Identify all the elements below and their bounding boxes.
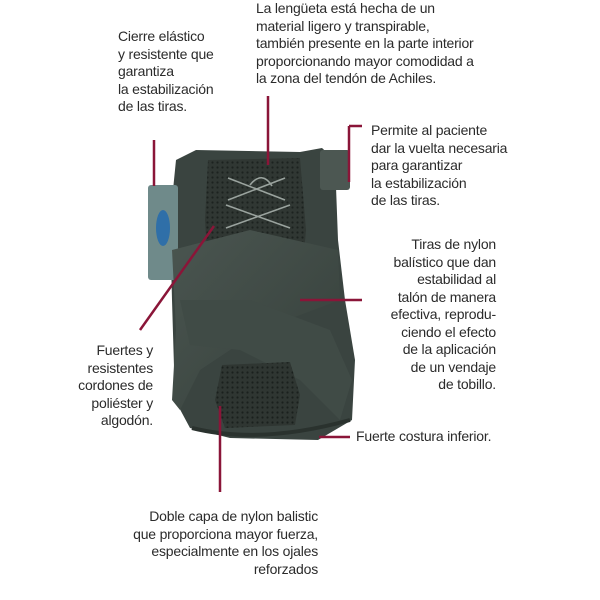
callout-line: de tobillo. — [438, 376, 496, 392]
callout-laces — [78, 342, 153, 430]
callout-line: Permite al paciente — [371, 122, 488, 138]
callout-line: talón de manera — [397, 288, 496, 305]
callout-line: La lengüeta está hecha de un — [256, 0, 435, 16]
callout-bottom-seam — [356, 428, 491, 446]
callout-line: la zona del tendón de Achiles. — [256, 70, 437, 86]
callout-line: que proporciona mayor fuerza, — [133, 525, 318, 542]
callout-line: proporcionando mayor comodidad a — [256, 52, 474, 69]
callout-double-layer — [133, 508, 318, 578]
leader-laces — [140, 226, 214, 330]
callout-line: algodón. — [100, 412, 153, 428]
callout-line: de un vendaje — [410, 358, 496, 375]
callout-line: Cierre elástico — [118, 28, 205, 44]
callout-line: garantiza — [118, 63, 174, 79]
callout-line: Fuerte costura inferior. — [356, 428, 492, 444]
callout-line: material ligero y transpirable, — [256, 17, 430, 34]
callout-patient-turn — [371, 122, 507, 210]
callout-line: dar la vuelta necesaria — [371, 139, 508, 156]
callout-line: especialmente en los ojales — [151, 543, 318, 559]
callout-line: resistentes — [87, 359, 153, 376]
callout-line: Fuertes y — [96, 342, 153, 358]
callout-line: de las tiras. — [371, 192, 440, 208]
callout-line: estabilidad al — [417, 271, 496, 287]
callout-line: cordones de — [78, 377, 153, 393]
callout-line: ciendo el efecto — [401, 323, 496, 340]
callout-line: la estabilización — [118, 80, 214, 97]
callout-line: poliéster y — [91, 394, 153, 411]
leader-patient-turn — [349, 126, 362, 182]
callout-line: efectiva, reprodu- — [390, 306, 496, 322]
callout-line: de las tiras. — [118, 98, 187, 114]
callout-tongue — [256, 0, 474, 88]
callout-line: Tiras de nylon — [411, 236, 496, 252]
callout-line: para garantizar — [371, 157, 463, 173]
callout-line: y resistente que — [118, 45, 214, 62]
callout-line: balístico que dan — [393, 253, 496, 270]
callout-line: Doble capa de nylon balistic — [149, 508, 318, 524]
callout-line: reforzados — [253, 560, 318, 577]
callout-elastic-closure — [118, 28, 214, 116]
callout-line: también presente en la parte interior — [256, 35, 474, 51]
callout-line: la estabilización — [371, 174, 467, 191]
callout-nylon-straps — [391, 236, 496, 394]
callout-line: de la aplicación — [402, 341, 496, 357]
